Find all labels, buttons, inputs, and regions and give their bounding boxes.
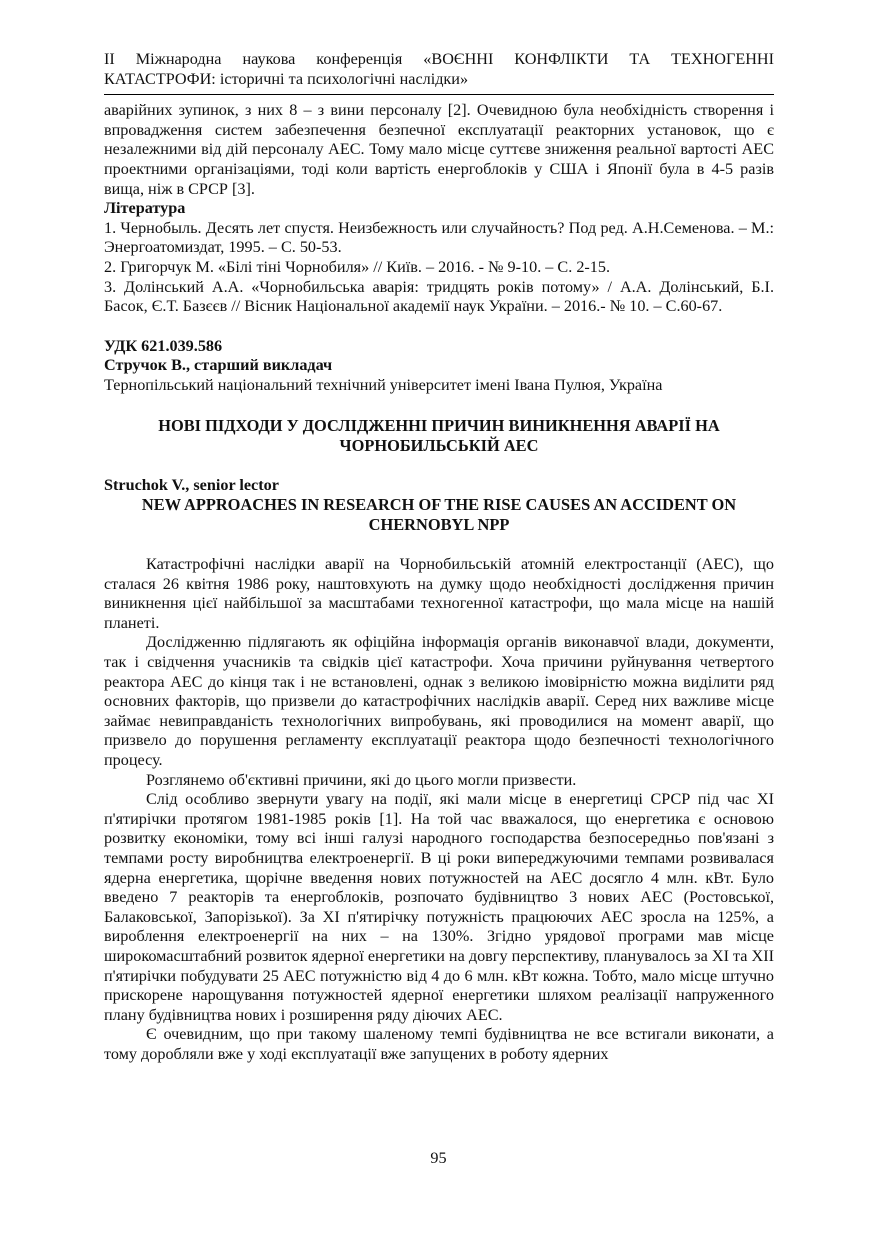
running-header: [104, 50, 774, 89]
literature-item-1: 1. Чернобыль. Десять лет спустя. Неизбежность или случайность? Под ред. А.Н.Семенова. – М.: Энергоатомиздат, 1995. – С. 50-53.: [104, 218, 774, 257]
header-rule: [104, 94, 774, 95]
author-ua: Стручок В., старший викладач: [104, 356, 333, 375]
title-ua-line-1: НОВІ ПІДХОДИ У ДОСЛІДЖЕННІ ПРИЧИН ВИНИКНЕННЯ АВАРІЇ НА: [158, 415, 720, 435]
author-en: Struchok V., senior lector: [104, 475, 279, 494]
title-en: [104, 495, 774, 535]
body-paragraph-4: Слід особливо звернути увагу на події, які мали місце в енергетиці СРСР під час XI п'ятирічки протягом 1981-1985 років [1]. На той час вважалося, що енергетика є основою розвитку економіки, тому всі інші галузі народного господарства безпосередньо пов'язані з темпами росту виробництва електроенергії. В ці роки випереджуючими темпами розвивалася ядерна енергетика, щорічне введення нових потужностей на АЕС досягло 4 млн. кВт. Було введено 7 реакторів та енергоблоків, розпочато будівництво 3 нових АЕС (Ростовської, Балаковської, Запорізької). За XI п'ятирічку потужність працюючих АЕС зросла на 125%, а вироблення електроенергії на них – на 130%. Згідно урядової програми мав місце широкомасштабний розвиток ядерної енергетики на довгу перспективу, планувалось за XI та XII п'ятирічки побудувати 25 АЕС потужністю від 4 до 6 млн. кВт кожна. Тобто, мало місце штучно прискорене нарощування потужностей ядерної енергетики шляхом реалізації напруженного плану будівництва нових і розширення ряду діючих АЕС.: [104, 790, 774, 1024]
body-paragraph-2: Дослідженню підлягають як офіційна інформація органів виконавчої влади, документи, так і свідчення учасників та свідків цієї катастрофи. Хоча причини руйнування четвертого реактора АЕС до кінця так і не встановлені, однак з великою імовірністю можна виділити ряд основних факторів, що призвели до катастрофічних наслідків аварії. Серед них важливе місце займає невиправданість технологічних випробувань, які проводилися на момент аварії, що призвело до порушення регламенту експлуатації реактора щодо безпечності технологічного процесу.: [104, 633, 774, 770]
body-paragraph-5: Є очевидним, що при такому шаленому темпі будівництва не все встигали виконати, а тому доробляли вже у ході експлуатації вже запущених в роботу ядерних: [104, 1025, 774, 1063]
header-line-2: КАТАСТРОФИ: історичні та психологічні наслідки»: [104, 69, 469, 88]
page-number: 95: [430, 1149, 447, 1167]
title-en-line-1: NEW APPROACHES IN RESEARCH OF THE RISE CAUSES AN ACCIDENT ON: [141, 495, 737, 515]
affiliation: Тернопільський національний технічний університет імені Івана Пулюя, Україна: [104, 375, 663, 394]
title-ua: [104, 416, 774, 456]
intro-paragraph: аварійних зупинок, з них 8 – з вини персоналу [2]. Очевидною була необхідність створення і впровадження систем забезпечення безпечної експлуатації реакторних установок, що є незалежними від дій персоналу АЕС. Тому мало місце суттєве зниження реальної вартості АЕС проектними організаціями, тоді коли вартість енергоблоків у США і Японії була в 4-5 разів вища, ніж в СРСР [3].: [104, 101, 774, 198]
header-line-1: II Міжнародна наукова конференція «ВОЄННІ КОНФЛІКТИ ТА ТЕХНОГЕННІ: [104, 50, 774, 68]
literature-heading: Література: [104, 199, 186, 218]
literature-item-3: 3. Долінський А.А. «Чорнобильська аварія: тридцять років потому» / А.А. Долінський, Б.І. Басок, Є.Т. Базєєв // Вісник Національної академії наук України. – 2016.- № 10. – С.60-67.: [104, 277, 774, 316]
body-paragraph-3: Розглянемо об'єктивні причини, які до цього могли призвести.: [146, 770, 577, 789]
title-en-line-2: CHERNOBYL NPP: [368, 515, 510, 535]
literature-item-2: 2. Григорчук М. «Білі тіні Чорнобиля» // Київ. – 2016. - № 9-10. – С. 2-15.: [104, 257, 611, 276]
udk-code: УДК 621.039.586: [104, 336, 223, 355]
title-ua-line-2: ЧОРНОБИЛЬСЬКІЙ АЕС: [339, 435, 539, 455]
page-content: [104, 50, 774, 1065]
body-paragraph-1: Катастрофічні наслідки аварії на Чорнобильській атомній електростанції (АЕС), що сталася 26 квітня 1986 року, наштовхують на думку щодо необхідності дослідження причин виникнення цієї найбільшої за масштабами техногенної катастрофи, що мала місце на нашій планеті.: [104, 555, 774, 632]
